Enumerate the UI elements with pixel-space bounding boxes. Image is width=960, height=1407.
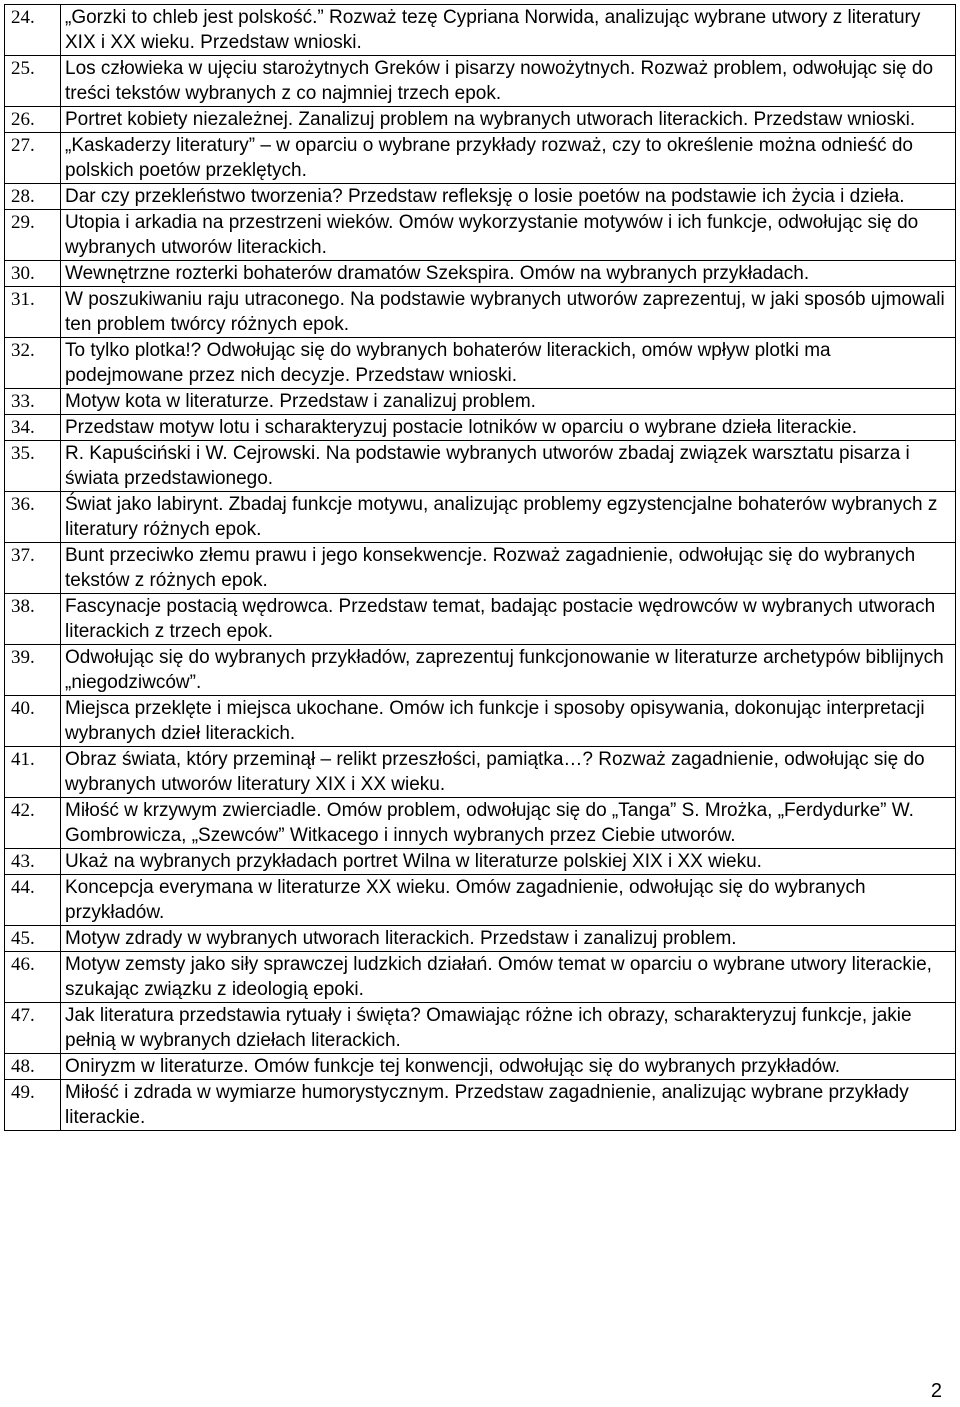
table-row [5,287,956,338]
topic-number: 39. [5,645,61,696]
topic-number: 40. [5,696,61,747]
table-row [5,594,956,645]
topic-text: Motyw zdrady w wybranych utworach literackich. Przedstaw i zanalizuj problem. [61,926,956,952]
topic-text: R. Kapuściński i W. Cejrowski. Na podstawie wybranych utworów zbadaj związek warsztatu pisarza i świata przedstawionego. [61,441,956,492]
table-row [5,926,956,952]
topic-number: 42. [5,798,61,849]
topic-text: Koncepcja everymana w literaturze XX wieku. Omów zagadnienie, odwołując się do wybranych przykładów. [61,875,956,926]
topic-text: Miejsca przeklęte i miejsca ukochane. Omów ich funkcje i sposoby opisywania, dokonując interpretacji wybranych dzieł literackich. [61,696,956,747]
topic-number: 41. [5,747,61,798]
topic-number: 45. [5,926,61,952]
table-row [5,133,956,184]
table-row [5,338,956,389]
topic-text: Bunt przeciwko złemu prawu i jego konsekwencje. Rozważ zagadnienie, odwołując się do wybranych tekstów z różnych epok. [61,543,956,594]
topic-text: Miłość w krzywym zwierciadle. Omów problem, odwołując się do „Tanga” S. Mrożka, „Ferdydurke” W. Gombrowicza, „Szewców” Witkacego i innych wybranych przez Ciebie utworów. [61,798,956,849]
topic-text: Fascynacje postacią wędrowca. Przedstaw temat, badając postacie wędrowców w wybranych utworach literackich z trzech epok. [61,594,956,645]
table-row [5,184,956,210]
topic-text: Wewnętrzne rozterki bohaterów dramatów Szekspira. Omów na wybranych przykładach. [61,261,956,287]
topic-number: 46. [5,952,61,1003]
topic-text: Dar czy przekleństwo tworzenia? Przedstaw refleksję o losie poetów na podstawie ich życia i dzieła. [61,184,956,210]
topic-text: Ukaż na wybranych przykładach portret Wilna w literaturze polskiej XIX i XX wieku. [61,849,956,875]
table-row [5,441,956,492]
topic-number: 33. [5,389,61,415]
table-row [5,56,956,107]
topic-number: 48. [5,1054,61,1080]
topic-number: 32. [5,338,61,389]
topic-number: 31. [5,287,61,338]
topic-text: Odwołując się do wybranych przykładów, zaprezentuj funkcjonowanie w literaturze archetypów biblijnych „niegodziwców”. [61,645,956,696]
topic-text: „Gorzki to chleb jest polskość.” Rozważ tezę Cypriana Norwida, analizując wybrane utwory z literatury XIX i XX wieku. Przedstaw wnioski. [61,5,956,56]
topic-number: 24. [5,5,61,56]
topic-number: 37. [5,543,61,594]
topic-text: Obraz świata, który przeminął – relikt przeszłości, pamiątka…? Rozważ zagadnienie, odwołując się do wybranych utworów literatury XIX i XX wieku. [61,747,956,798]
topic-number: 38. [5,594,61,645]
topic-text: Miłość i zdrada w wymiarze humorystycznym. Przedstaw zagadnienie, analizując wybrane przykłady literackie. [61,1080,956,1131]
topic-text: Los człowieka w ujęciu starożytnych Greków i pisarzy nowożytnych. Rozważ problem, odwołując się do treści tekstów wybranych z co najmniej trzech epok. [61,56,956,107]
table-row [5,747,956,798]
topics-table [4,4,956,1131]
topic-number: 27. [5,133,61,184]
topic-text: Świat jako labirynt. Zbadaj funkcje motywu, analizując problemy egzystencjalne bohaterów wybranych z literatury różnych epok. [61,492,956,543]
topic-number: 28. [5,184,61,210]
table-row [5,952,956,1003]
table-row [5,849,956,875]
topic-text: Utopia i arkadia na przestrzeni wieków. Omów wykorzystanie motywów i ich funkcje, odwołując się do wybranych utworów literackich. [61,210,956,261]
table-row [5,261,956,287]
topic-number: 49. [5,1080,61,1131]
topic-number: 25. [5,56,61,107]
topic-number: 44. [5,875,61,926]
table-row [5,210,956,261]
table-row [5,798,956,849]
topic-text: „Kaskaderzy literatury” – w oparciu o wybrane przykłady rozważ, czy to określenie można odnieść do polskich poetów przeklętych. [61,133,956,184]
table-row [5,415,956,441]
table-row [5,875,956,926]
topic-number: 26. [5,107,61,133]
topic-number: 47. [5,1003,61,1054]
table-row [5,543,956,594]
table-row [5,5,956,56]
topic-number: 36. [5,492,61,543]
topic-number: 30. [5,261,61,287]
table-row [5,1054,956,1080]
topics-table-body [5,5,956,1131]
table-row [5,389,956,415]
table-row [5,107,956,133]
topic-number: 43. [5,849,61,875]
page-number: 2 [930,1380,942,1402]
table-row [5,645,956,696]
table-row [5,1080,956,1131]
topic-number: 35. [5,441,61,492]
table-row [5,1003,956,1054]
topic-text: Portret kobiety niezależnej. Zanalizuj problem na wybranych utworach literackich. Przedstaw wnioski. [61,107,956,133]
topic-text: Motyw kota w literaturze. Przedstaw i zanalizuj problem. [61,389,956,415]
topic-text: Motyw zemsty jako siły sprawczej ludzkich działań. Omów temat w oparciu o wybrane utwory literackie, szukając związku z ideologią epoki. [61,952,956,1003]
topic-text: Jak literatura przedstawia rytuały i święta? Omawiając różne ich obrazy, scharakteryzuj funkcje, jakie pełnią w wybranych dziełach literackich. [61,1003,956,1054]
topic-text: W poszukiwaniu raju utraconego. Na podstawie wybranych utworów zaprezentuj, w jaki sposób ujmowali ten problem twórcy różnych epok. [61,287,956,338]
table-row [5,696,956,747]
topic-number: 34. [5,415,61,441]
topic-text: To tylko plotka!? Odwołując się do wybranych bohaterów literackich, omów wpływ plotki ma podejmowane przez nich decyzje. Przedstaw wnioski. [61,338,956,389]
table-row [5,492,956,543]
topic-number: 29. [5,210,61,261]
topic-text: Oniryzm w literaturze. Omów funkcje tej konwencji, odwołując się do wybranych przykładów. [61,1054,956,1080]
topic-text: Przedstaw motyw lotu i scharakteryzuj postacie lotników w oparciu o wybrane dzieła literackie. [61,415,956,441]
